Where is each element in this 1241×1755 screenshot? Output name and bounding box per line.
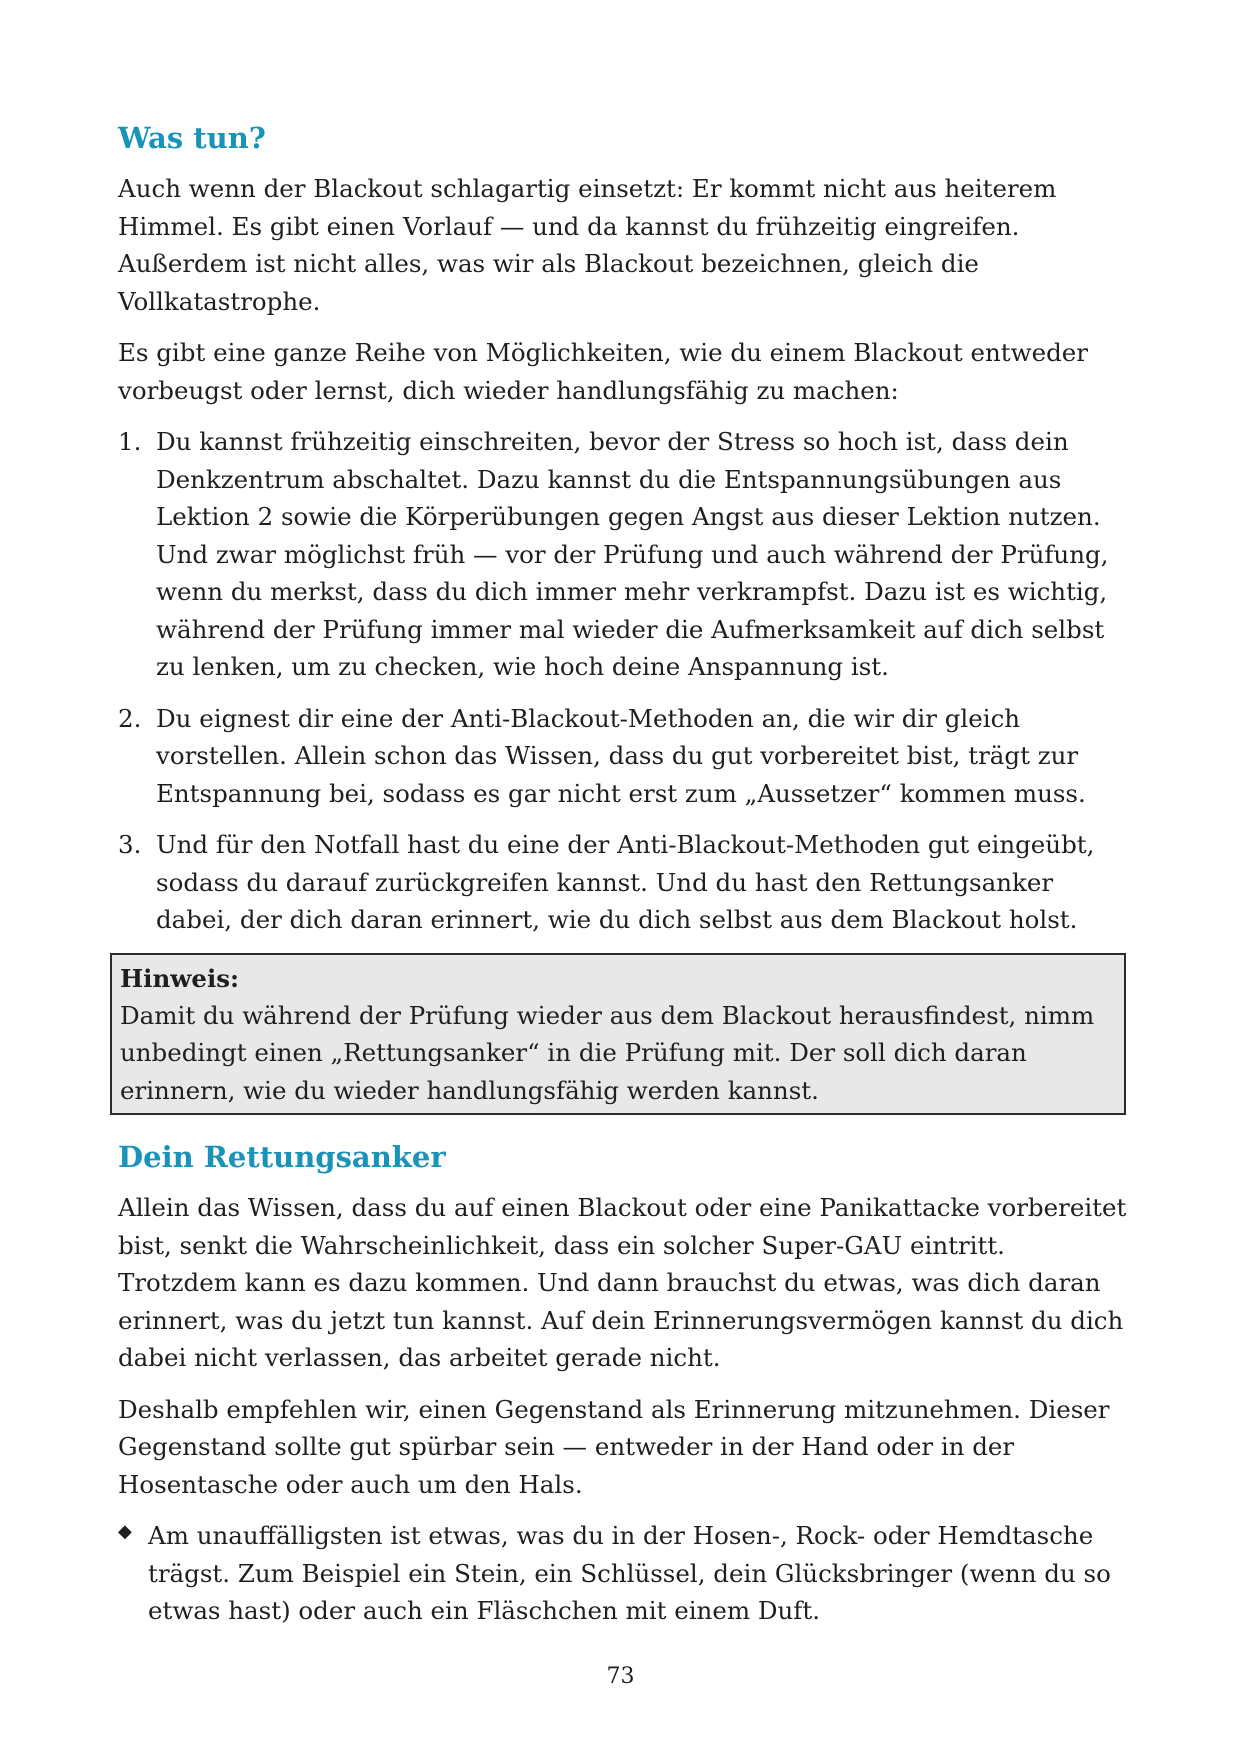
- note-text: Damit du während der Prüfung wieder aus dem Blackout herausfindest, nimm unbedingt einen „Rettungsanker“ in die Prüfung mit. Der soll dich daran erinnern, wie du wieder handlungsfähig werden kannst.: [120, 1000, 1095, 1105]
- list-number: 2.: [118, 703, 142, 733]
- bullet-list: [118, 1517, 1128, 1630]
- list-number: 1.: [118, 427, 142, 456]
- list-item: [118, 700, 1128, 813]
- list-item-text: Du kannst frühzeitig einschreiten, bevor der Stress so hoch ist, dass dein Denkzentrum abschaltet. Dazu kannst du die Entspannungsübungen aus Lektion 2 sowie die Körperübungen gegen Angst aus dieser Lektion nutzen. Und zwar möglichst früh — vor der Prüfung und auch während der Prüfung, wenn du merkst, dass du dich immer mehr verkrampfst. Dazu ist es wichtig, während der Prüfung immer mal wieder die Aufmerksamkeit auf dich selbst zu lenken, um zu checken, wie hoch deine Anspannung ist.: [156, 427, 1109, 681]
- paragraph: Deshalb empfehlen wir, einen Gegenstand als Erinnerung mitzunehmen. Dieser Gegenstand sollte gut spürbar sein — entweder in der Hand oder in der Hosentasche oder auch um den Hals.: [118, 1394, 1110, 1499]
- list-item: [118, 826, 1128, 939]
- list-item: [118, 423, 1128, 686]
- list-number: 3.: [118, 830, 142, 859]
- diamond-bullet-icon: ◆: [118, 1521, 132, 1542]
- list-item-text: Und für den Notfall hast du eine der Anti-Blackout-Methoden gut eingeübt, sodass du darauf zurückgreifen kannst. Und du hast den Rettungsanker dabei, der dich daran erinnert, wie du dich selbst aus dem Blackout holst.: [156, 830, 1095, 934]
- list-item-text: Am unauffälligsten ist etwas, was du in der Hosen-, Rock- oder Hemdtasche trägst. Zum Beispiel ein Stein, ein Schlüssel, dein Glücksbringer (wenn du so etwas hast) oder auch ein Fläschchen mit einem Duft.: [148, 1521, 1111, 1625]
- list-item: [118, 1517, 1128, 1630]
- paragraph: Es gibt eine ganze Reihe von Möglichkeiten, wie du einem Blackout entweder vorbeugst oder lernst, dich wieder handlungsfähig zu machen:: [118, 338, 1088, 405]
- numbered-list: [118, 423, 1128, 939]
- section-heading-rettungsanker: Dein Rettungsanker: [118, 1140, 446, 1174]
- paragraph: Auch wenn der Blackout schlagartig einsetzt: Er kommt nicht aus heiterem Himmel. Es gibt einen Vorlauf — und da kannst du frühzeitig eingreifen. Außerdem ist nicht alles, was wir als Blackout bezeichnen, gleich die Vollkatastrophe.: [118, 174, 1057, 316]
- page-number: 73: [606, 1664, 635, 1689]
- section-heading-was-tun: Was tun?: [118, 121, 266, 155]
- page-content: [118, 118, 1128, 1630]
- note-box: [110, 953, 1126, 1116]
- note-title: Hinweis:: [120, 963, 240, 993]
- paragraph: Allein das Wissen, dass du auf einen Blackout oder eine Panikattacke vorbereitet bist, senkt die Wahrscheinlichkeit, dass ein solcher Super-GAU eintritt. Trotzdem kann es dazu kommen. Und dann brauchst du etwas, was dich daran erinnert, was du jetzt tun kannst. Auf dein Erinnerungsvermögen kannst du dich dabei nicht verlassen, das arbeitet gerade nicht.: [118, 1193, 1127, 1372]
- list-item-text: Du eignest dir eine der Anti-Blackout-Methoden an, die wir dir gleich vorstellen. Allein schon das Wissen, dass du gut vorbereitet bist, trägt zur Entspannung bei, sodass es gar nicht erst zum „Aussetzer“ kommen muss.: [156, 703, 1086, 808]
